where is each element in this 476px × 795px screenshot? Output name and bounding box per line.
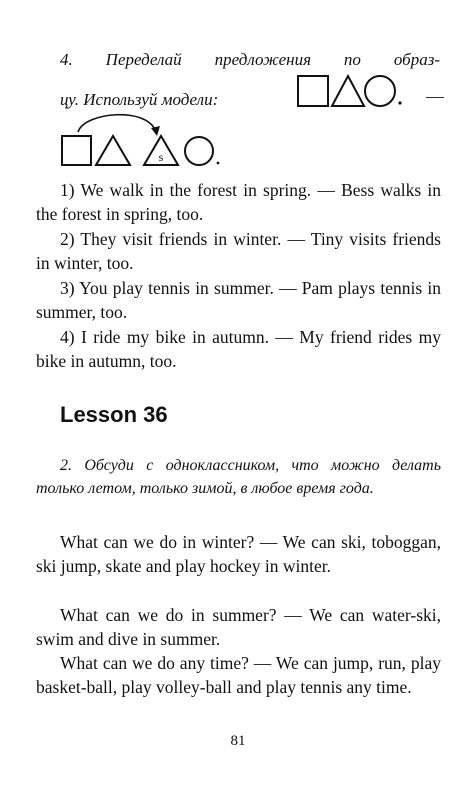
page-number: 81 xyxy=(230,733,246,749)
sentence-model-1 xyxy=(296,70,446,112)
exercise-item-1: 1) We walk in the forest in spring. — Bess walks in the forest in spring, too. xyxy=(36,180,441,224)
exercise-4-instruction-line-1: 4. Переделай предложения по образ- xyxy=(60,50,440,69)
arrow-curve xyxy=(78,115,156,132)
circle-shape xyxy=(365,76,395,106)
square-shape xyxy=(62,136,91,165)
triangle-shape xyxy=(332,76,364,106)
answer-winter: What can we do in winter? — We can ski, toboggan, ski jump, skate and play hockey in winter. xyxy=(36,532,441,576)
task-2-instruction: 2. Обсуди с одноклассником, что можно делать только летом, только зимой, в любое время года. xyxy=(36,457,441,497)
period-dot xyxy=(217,162,220,165)
circle-shape xyxy=(185,137,213,165)
exercise-item-2: 2) They visit friends in winter. — Tiny visits friends in winter, too. xyxy=(36,229,441,273)
square-shape xyxy=(298,76,328,106)
exercise-item-3: 3) You play tennis in summer. — Pam plays tennis in summer, too. xyxy=(36,278,441,322)
s-marker: s xyxy=(158,150,164,164)
model-dash: — xyxy=(426,86,444,106)
exercise-item-4: 4) I ride my bike in autumn. — My friend rides my bike in autumn, too. xyxy=(36,327,441,371)
sentence-model-2 xyxy=(58,106,228,170)
exercise-4-instruction-line-2: цу. Используй модели: xyxy=(60,90,219,109)
triangle-shape xyxy=(96,136,130,165)
answer-summer: What can we do in summer? — We can water-ski, swim and dive in summer. xyxy=(36,605,441,649)
lesson-title: Lesson 36 xyxy=(60,402,168,427)
answer-any-time: What can we do any time? — We can jump, run, play basket-ball, play volley-ball and play tennis any time. xyxy=(36,653,441,697)
arrow-head-icon xyxy=(151,126,160,136)
period-dot xyxy=(398,101,401,104)
